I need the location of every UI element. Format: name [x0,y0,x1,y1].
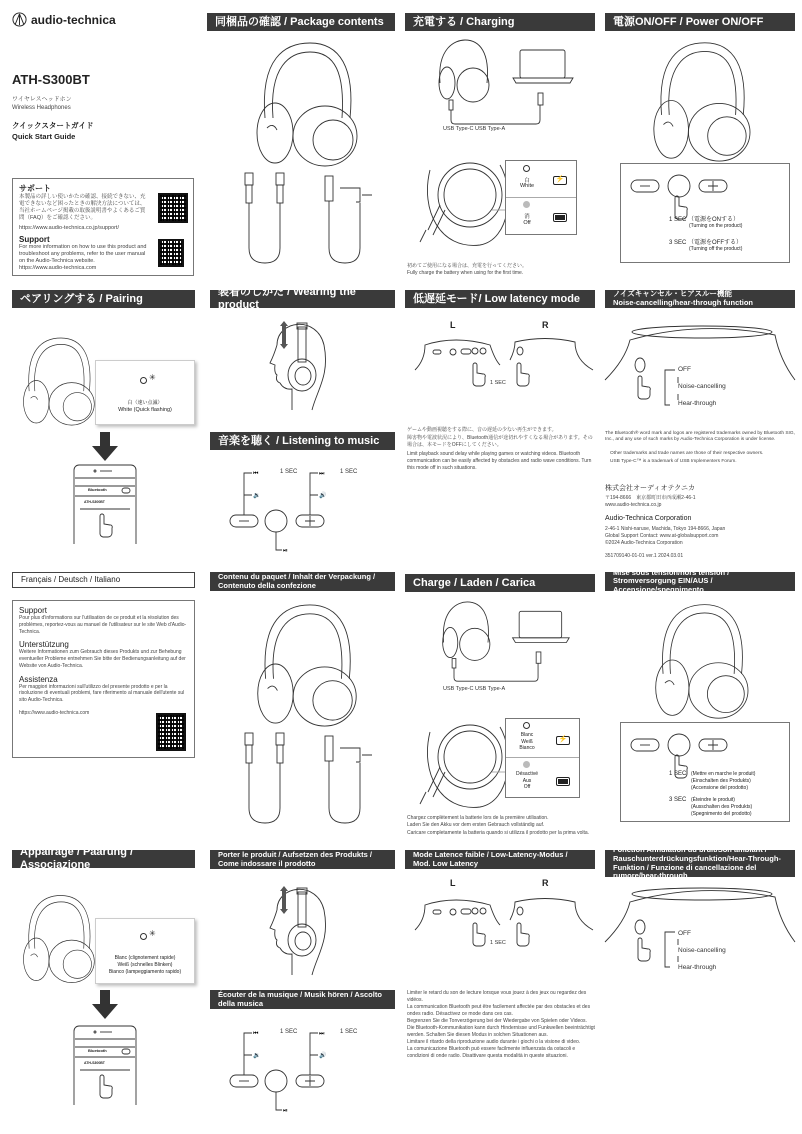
power-off-fr: (Éteindre le produit) [691,797,735,803]
guide-title-jp: クイックスタートガイド [12,121,94,130]
led-white-icon [523,165,530,172]
language-header: Français / Deutsch / Italiano [12,572,195,588]
low-latency-sec: 1 SEC [490,380,506,386]
brand-name: audio-technica [31,12,116,27]
svg-text:⏯: ⏯ [283,1107,288,1114]
power-off-de: (Ausschalten des Produkts) [691,804,753,810]
global-support[interactable]: Global Support Contact: www.at-globalsupport.com [605,533,719,539]
power-off-instruction [669,237,742,246]
trademark-other: Other trademarks and trade names are those of their respective owners. [610,451,764,456]
phone-device-item[interactable]: ATH-S300BT [84,500,105,504]
control-buttons-eu[interactable] [629,731,739,771]
svg-text:🔉: 🔉 [253,492,261,499]
support-body-jp: 本製品の詳しい使いかたの確認、接続できない、充電できないなど困ったときの解決方法については、当社ホームページ掲載の取扱説明書やよくあるご質問（FAQ）をご確認ください。 [19,194,146,222]
support-title-de: Unterstützung [19,640,69,650]
company-name-jp: 株式会社オーディオテクニカ [605,485,696,492]
charging-illustration [435,38,575,128]
nc-header-en: Noise-cancelling/hear-through function [613,298,754,307]
copyright: ©2024 Audio-Technica Corporation [605,540,683,546]
company-name-en: Audio-Technica Corporation [605,515,692,522]
cable-type-label-eu: USB Type-C USB Type-A [443,686,506,692]
header-package-contents: 同梱品の確認 / Package contents [207,13,395,31]
latency-text-en: Limit playback sound delay while playing games or watching videos. Bluetooth communication can be easily affected by obstacles and radio wave conditions. Turn this mode off in such situations. [407,451,592,471]
header-wearing-eu: Porter le produit / Aufsetzen des Produkts / Come indossare il prodotto [210,850,395,869]
battery-charging-icon: ⚡ [556,736,570,745]
led-flashing-icon [140,933,147,940]
header-charging: 充電する / Charging [405,13,595,31]
divider [506,757,579,758]
led-white-label-jp: 白 [524,178,530,184]
qr-code-jp[interactable] [158,193,188,223]
led-status-box-eu [505,718,580,798]
header-power-eu: Mise sous tension/hors tension / Stromversorgung EIN/AUS / Accensione/spegnimento [605,572,795,591]
headphones-power-illustration [640,38,760,163]
power-button-panel-eu [620,722,790,822]
battery-full-icon [553,213,567,222]
support-box-eu [12,600,195,758]
led-white-icon [523,722,530,729]
svg-text:🔉: 🔉 [253,1052,261,1059]
charging-illustration-eu [435,600,575,685]
header-power: 電源ON/OFF / Power ON/OFF [605,13,795,31]
charging-note-jp: 初めてご使用になる場合は、充電を行ってください。 [407,263,528,269]
charging-note-de: Laden Sie den Akku vor dem ersten Gebrauch vollständig auf. [407,822,545,828]
svg-text:⏮: ⏮ [253,1030,259,1037]
trademark-usb: USB Type-C™ is a trademark of USB Implementers Forum. [610,459,737,464]
charging-note-fr: Chargez complètement la batterie lors de la première utilisation. [407,815,549,821]
svg-text:🔊: 🔊 [319,492,327,499]
power-on-instruction [669,214,739,223]
smartphone-illustration [72,464,138,544]
latency-text-jp2: 障害物や電波状況により、Bluetooth通信が途切れやすくなる場合があります。その場合は、本モードをOFFにしてください。 [407,435,593,448]
qr-code-eu[interactable] [156,713,186,751]
header-charging-eu: Charge / Laden / Carica [405,574,595,592]
header-noise-cancelling [605,290,795,308]
power-off-sec: 3 SEC [669,240,687,246]
power-on-de: (Einschalten des Produkts) [691,778,751,784]
company-address-en: 2-46-1 Nishi-naruse, Machida, Tokyo 194-8666, Japan [605,526,726,532]
latency-text-jp1: ゲームや動画視聴をする際に、音の遅延の少ない再生ができます。 [407,427,557,433]
flash-icon: ✳ [149,929,156,938]
wearing-illustration [262,315,332,410]
led-off-label: Off [523,220,531,226]
divider [506,197,576,198]
led-flashing-icon [140,377,147,384]
trademark-bluetooth: The Bluetooth® word mark and logos are registered trademarks owned by Bluetooth SIG, Inc., and any use of such marks by Audio-Technica Corporation is under license. [605,431,795,443]
header-listening-eu: Écouter de la musique / Musik hören / Ascolto della musica [210,990,395,1009]
wearing-illustration-eu [262,880,332,975]
power-on-jp: （電源をONする） [688,217,740,223]
nc-mode-nc: Noise-cancelling [678,383,726,390]
prev-track-sec-eu: 1 SEC [280,1029,298,1035]
svg-text:⏮: ⏮ [253,470,259,477]
nc-header-jp: ノイズキャンセル・ヒアスルー機能 [613,289,732,299]
cables-illustration-eu [230,728,380,828]
header-low-latency: 低遅延モード/ Low latency mode [405,290,595,308]
pairing-led-popup-eu [95,918,195,984]
nc-illustration-eu [605,882,795,972]
svg-text:🔊: 🔊 [319,1052,327,1059]
charging-note-it: Caricare completamente la batteria quando si utilizza il prodotto per la prima volta. [407,830,590,836]
support-body-en: For more information on how to use this product and troubleshoot any problems, refer to the user manual on the Audio-Technica website. [19,243,147,264]
header-package-eu: Contenu du paquet / Inhalt der Verpackung / Contenuto della confezione [210,572,395,591]
support-url-jp[interactable]: https://www.audio-technica.co.jp/support/ [19,224,119,231]
support-box-jp [12,178,194,276]
power-on-sec: 1 SEC [669,217,687,223]
right-label: R [542,320,549,330]
nc-mode-off: OFF [678,366,691,373]
header-pairing: ペアリングする / Pairing [12,290,195,308]
pairing-led-jp: 白（速い点滅） [127,400,163,406]
support-url-en[interactable]: https://www.audio-technica.com [19,264,97,271]
header-wearing: 装着のしかた / Wearing the product [210,290,395,308]
power-on-it: (Accensione del prodotto) [691,785,748,791]
support-title-jp: サポート [19,184,51,193]
next-track-sec-eu: 1 SEC [340,1029,358,1035]
charging-note-en: Fully charge the battery when using for the first time. [407,270,524,276]
cables-illustration [230,168,380,268]
document-id: 351709140-01-01 ver.1 2024.03.01 [605,553,684,559]
headphones-power-illustration-eu [640,600,760,720]
company-web-jp[interactable]: www.audio-technica.co.jp [605,502,662,508]
prev-track-sec: 1 SEC [280,469,298,475]
left-label-eu: L [450,878,456,888]
low-latency-illustration-eu [415,890,595,945]
support-url-eu[interactable]: https://www.audio-technica.com [19,709,90,716]
svg-text:⏯: ⏯ [283,547,288,554]
nc-illustration [605,320,795,410]
support-body-fr: Pour plus d'informations sur l'utilisation de ce produit et la résolution des problèmes, reportez-vous au manuel de l'utilisateur sur le site Web d'Audio-Technica. [19,615,187,635]
headphones-illustration [245,38,365,168]
pairing-led-en: White (Quick flashing) [118,407,172,413]
music-controls-illustration [228,465,328,555]
led-off-label-eu: Désactivé Aus Off [516,771,538,790]
pairing-led-popup [95,360,195,425]
led-off-label-jp: 消 [524,214,530,220]
header-latency-eu: Mode Latence faible / Low-Latency-Modus / Mod. Low Latency [405,850,595,869]
control-buttons[interactable] [629,172,739,212]
phone-bluetooth-label: Bluetooth [88,487,107,492]
power-off-sec-eu: 3 SEC [669,797,687,803]
power-on-fr: (Mettre en marche le produit) [691,771,756,777]
power-button-panel [620,163,790,263]
svg-text:⏭: ⏭ [319,1030,325,1037]
model-title: ATH-S300BT [12,72,90,87]
headphones-pairing-illustration-eu [15,878,100,998]
next-track-sec: 1 SEC [340,469,358,475]
flash-icon: ✳ [149,373,156,382]
led-off-icon [523,201,530,208]
power-off-jp: （電源をOFFする） [688,240,743,246]
led-white-label-eu: Blanc Weiß Bianco [519,732,535,751]
header-listening: 音楽を聴く / Listening to music [210,432,395,450]
earcup-led-illustration-eu [420,712,510,812]
svg-text:⏭: ⏭ [319,470,325,477]
nc-mode-ht-eu: Hear-through [678,964,717,971]
battery-charging-icon: ⚡ [553,176,567,185]
led-off-icon [523,761,530,768]
power-off-it: (Spegnimento del prodotto) [691,811,752,817]
subtitle-en: Wireless Headphones [12,105,71,111]
subtitle-jp: ワイヤレスヘッドホン [12,97,72,103]
support-title-it: Assistenza [19,674,58,684]
smartphone-illustration-eu [72,1025,138,1105]
phone-bluetooth-label-eu: Bluetooth [88,1048,107,1053]
power-off-en: (Turning off the product) [689,246,743,252]
power-on-en: (Turning on the product) [689,223,743,229]
support-body-de: Weitere Informationen zum Gebrauch dieses Produkts und zur Behebung eventueller Probleme entnehmen Sie bitte der Bedienungsanleitung auf der Website von Audio-Technica. [19,649,186,669]
low-latency-illustration [415,330,595,385]
support-title-fr: Support [19,606,48,615]
nc-mode-off-eu: OFF [678,930,691,937]
earcup-led-illustration [420,150,510,250]
support-title-en: Support [19,234,50,244]
support-body-it: Per maggiori informazioni sull'utilizzo del presente prodotto e per la risoluzione di eventuali problemi, fare riferimento al manuale dell'utente sul sito Audio-Technica. [19,683,185,703]
qr-code-en[interactable] [158,239,184,267]
header-nc-eu: Fonction Annulation du bruit/Son ambiant / Rauschunterdrückungsfunktion/Hear-Through-Funktion / Funzione di cancellazione del rumore/hear-through [605,850,795,877]
arrow-down-icon [90,990,120,1020]
pairing-led-eu: Blanc (clignotement rapide) Weiß (schnelles Blinken) Bianco (lampeggiamento rapido) [108,955,182,975]
brand-logo [12,12,116,27]
power-on-sec-eu: 1 SEC [669,771,687,777]
led-status-box [505,160,577,235]
phone-device-item-eu[interactable]: ATH-S300BT [84,1061,105,1065]
guide-title-en: Quick Start Guide [12,132,76,141]
led-white-label: White [519,183,535,189]
nc-mode-ht: Hear-through [678,400,717,407]
headphones-pairing-illustration [15,318,100,443]
latency-text-eu: Limiter le retard du son de lecture lorsque vous jouez à des jeux ou regardez des vidéos. La communication Bluetooth peut être facilement affectée par des obstacles et des ondes radio. Désactivez ce mode dans ces cas. Begrenzen Sie die Tonverzögerung bei der Wiedergabe von Spielen oder Videos. Die Bluetooth-Kommunikation kann durch Hindernisse und Funkwellen beeinträchtigt werden. Schalten Sie diesen Modus in solchen Situationen aus. Limitare il ritardo della riproduzione audio durante i giochi o la visione di video. La comunicazione Bluetooth può essere facilmente influenzata da ostacoli e condizioni di onde radio. Disattivare questa modalità in queste situazioni. [407,990,595,1059]
header-pairing-eu: Appairage / Paarung / Associazione [12,850,195,868]
headphones-illustration-eu [245,600,365,728]
arrow-down-icon [90,432,120,462]
nc-mode-nc-eu: Noise-cancelling [678,947,726,954]
right-label-eu: R [542,878,549,888]
audio-technica-logo-icon [12,12,27,27]
cable-type-label: USB Type-C USB Type-A [443,126,506,132]
low-latency-sec-eu: 1 SEC [490,940,506,946]
battery-full-icon [556,777,570,786]
left-label: L [450,320,456,330]
music-controls-illustration-eu [228,1025,328,1115]
company-address-jp: 〒194-8666 東京都町田市西成瀬2-46-1 [605,495,696,501]
